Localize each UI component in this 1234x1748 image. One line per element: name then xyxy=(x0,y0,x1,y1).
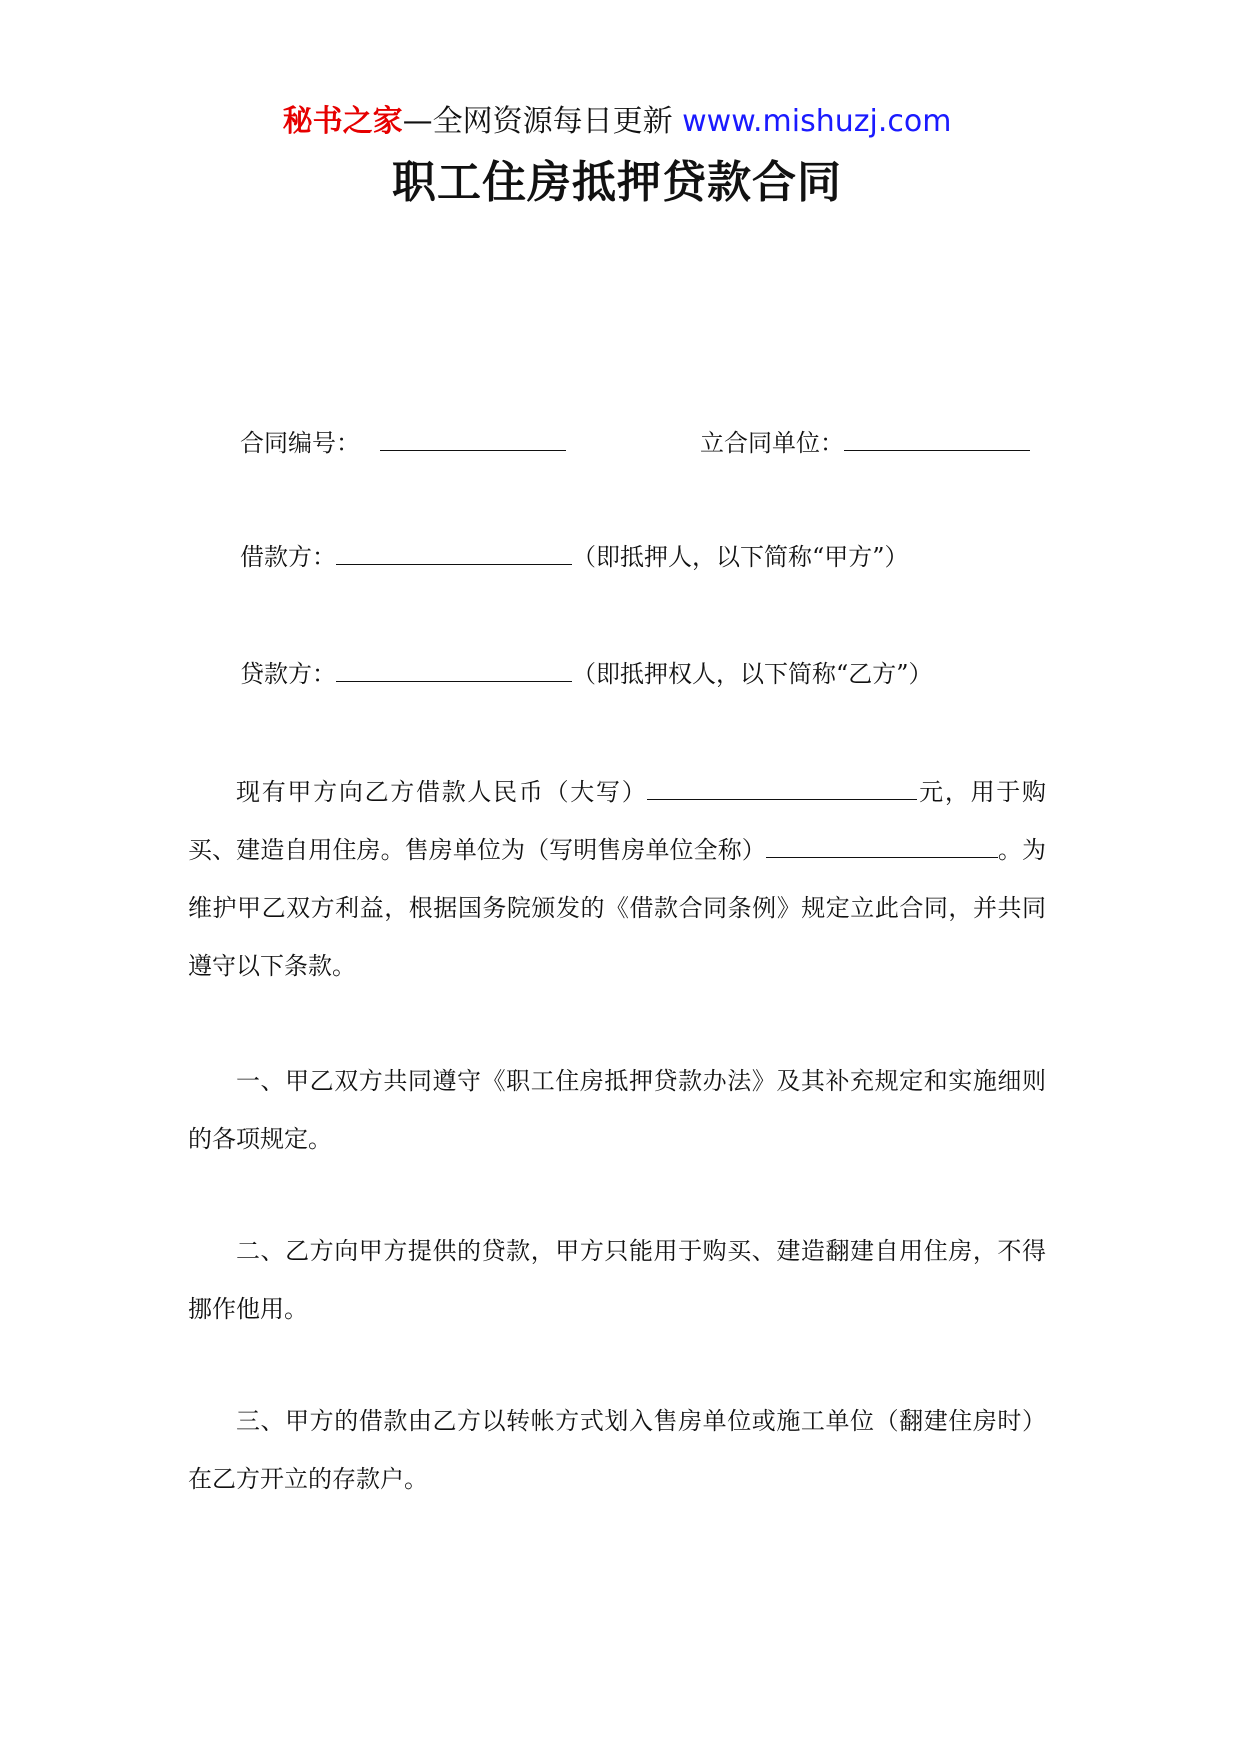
lender-label: 贷款方： xyxy=(240,660,336,688)
borrower-blank xyxy=(336,538,572,565)
contract-unit-blank xyxy=(844,424,1030,451)
contract-number-row xyxy=(240,424,566,461)
document-title: 职工住房抵押贷款合同 xyxy=(392,157,842,208)
intro-part1: 现有甲方向乙方借款人民币（大写） xyxy=(236,778,648,806)
borrower-note: （即抵押人，以下简称“甲方”） xyxy=(572,543,909,571)
lender-note: （即抵押权人，以下简称“乙方”） xyxy=(572,660,933,688)
lender-row xyxy=(240,655,933,692)
contract-number-label: 合同编号： xyxy=(240,429,360,457)
amount-blank xyxy=(647,773,917,800)
site-url[interactable]: www.mishuzj.com xyxy=(682,104,952,139)
intro-part3: 。为维护甲乙双方利益，根据国务院颁发的《借款合同条例》规定立此合同，并共同遵守以下条款。 xyxy=(188,836,1047,980)
intro-paragraph xyxy=(188,763,1046,995)
site-brand: 秘书之家 xyxy=(282,104,403,139)
contract-number-blank xyxy=(380,424,566,451)
borrower-row xyxy=(240,538,909,575)
contract-unit-row xyxy=(700,424,1030,461)
clause-2: 二、乙方向甲方提供的贷款，甲方只能用于购买、建造翻建自用住房，不得挪作他用。 xyxy=(188,1237,1046,1323)
clause-1: 一、甲乙双方共同遵守《职工住房抵押贷款办法》及其补充规定和实施细则的各项规定。 xyxy=(188,1067,1046,1153)
seller-blank xyxy=(766,831,998,858)
intro-part2: 元，用于购买、建造自用住房。售房单位为（写明售房单位全称） xyxy=(188,778,1047,864)
site-header xyxy=(0,102,1234,142)
site-slogan: —全网资源每日更新 xyxy=(402,104,673,139)
clause-3: 三、甲方的借款由乙方以转帐方式划入售房单位或施工单位（翻建住房时）在乙方开立的存款户。 xyxy=(188,1407,1046,1493)
borrower-label: 借款方： xyxy=(240,543,336,571)
contract-unit-label: 立合同单位： xyxy=(700,429,844,457)
lender-blank xyxy=(336,655,572,682)
